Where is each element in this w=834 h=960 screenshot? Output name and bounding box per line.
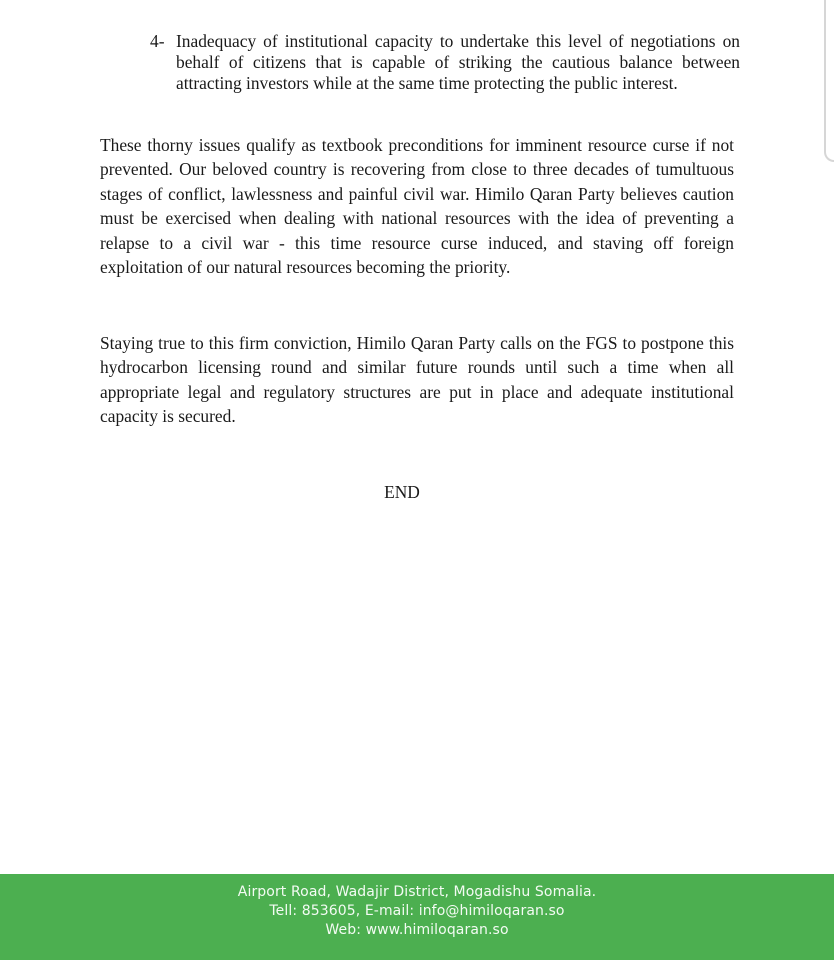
list-item-text: Inadequacy of institutional capacity to undertake this level of negotiations on behalf of citizens that is capable of striking the cautious balance between attracting investors while at the same time protecting the public interest.: [176, 31, 740, 93]
scrollbar-edge[interactable]: [824, 0, 834, 162]
paragraph-postpone-call: Staying true to this firm conviction, Himilo Qaran Party calls on the FGS to postpone this hydrocarbon licensing round and similar future rounds until such a time when all appropriate legal and regulatory structures are put in place and adequate institutional capacity is secured.: [100, 333, 734, 427]
list-item: [150, 31, 740, 94]
footer-contact: Tell: 853605, E-mail: info@himiloqaran.so: [269, 903, 565, 919]
footer-web: Web: www.himiloqaran.so: [325, 922, 509, 938]
list-item-number: 4-: [150, 31, 165, 51]
footer-bar: [0, 874, 834, 960]
footer-address: Airport Road, Wadajir District, Mogadishu Somalia.: [237, 884, 597, 900]
paragraph-resource-curse: These thorny issues qualify as textbook preconditions for imminent resource curse if not prevented. Our beloved country is recovering from close to three decades of tumultuous stages of conflict, lawlessness and painful civil war. Himilo Qaran Party believes caution must be exercised when dealing with national resources with the idea of preventing a relapse to a civil war - this time resource curse induced, and staving off foreign exploitation of our natural resources becoming the priority.: [100, 135, 734, 278]
end-label: END: [384, 482, 420, 502]
